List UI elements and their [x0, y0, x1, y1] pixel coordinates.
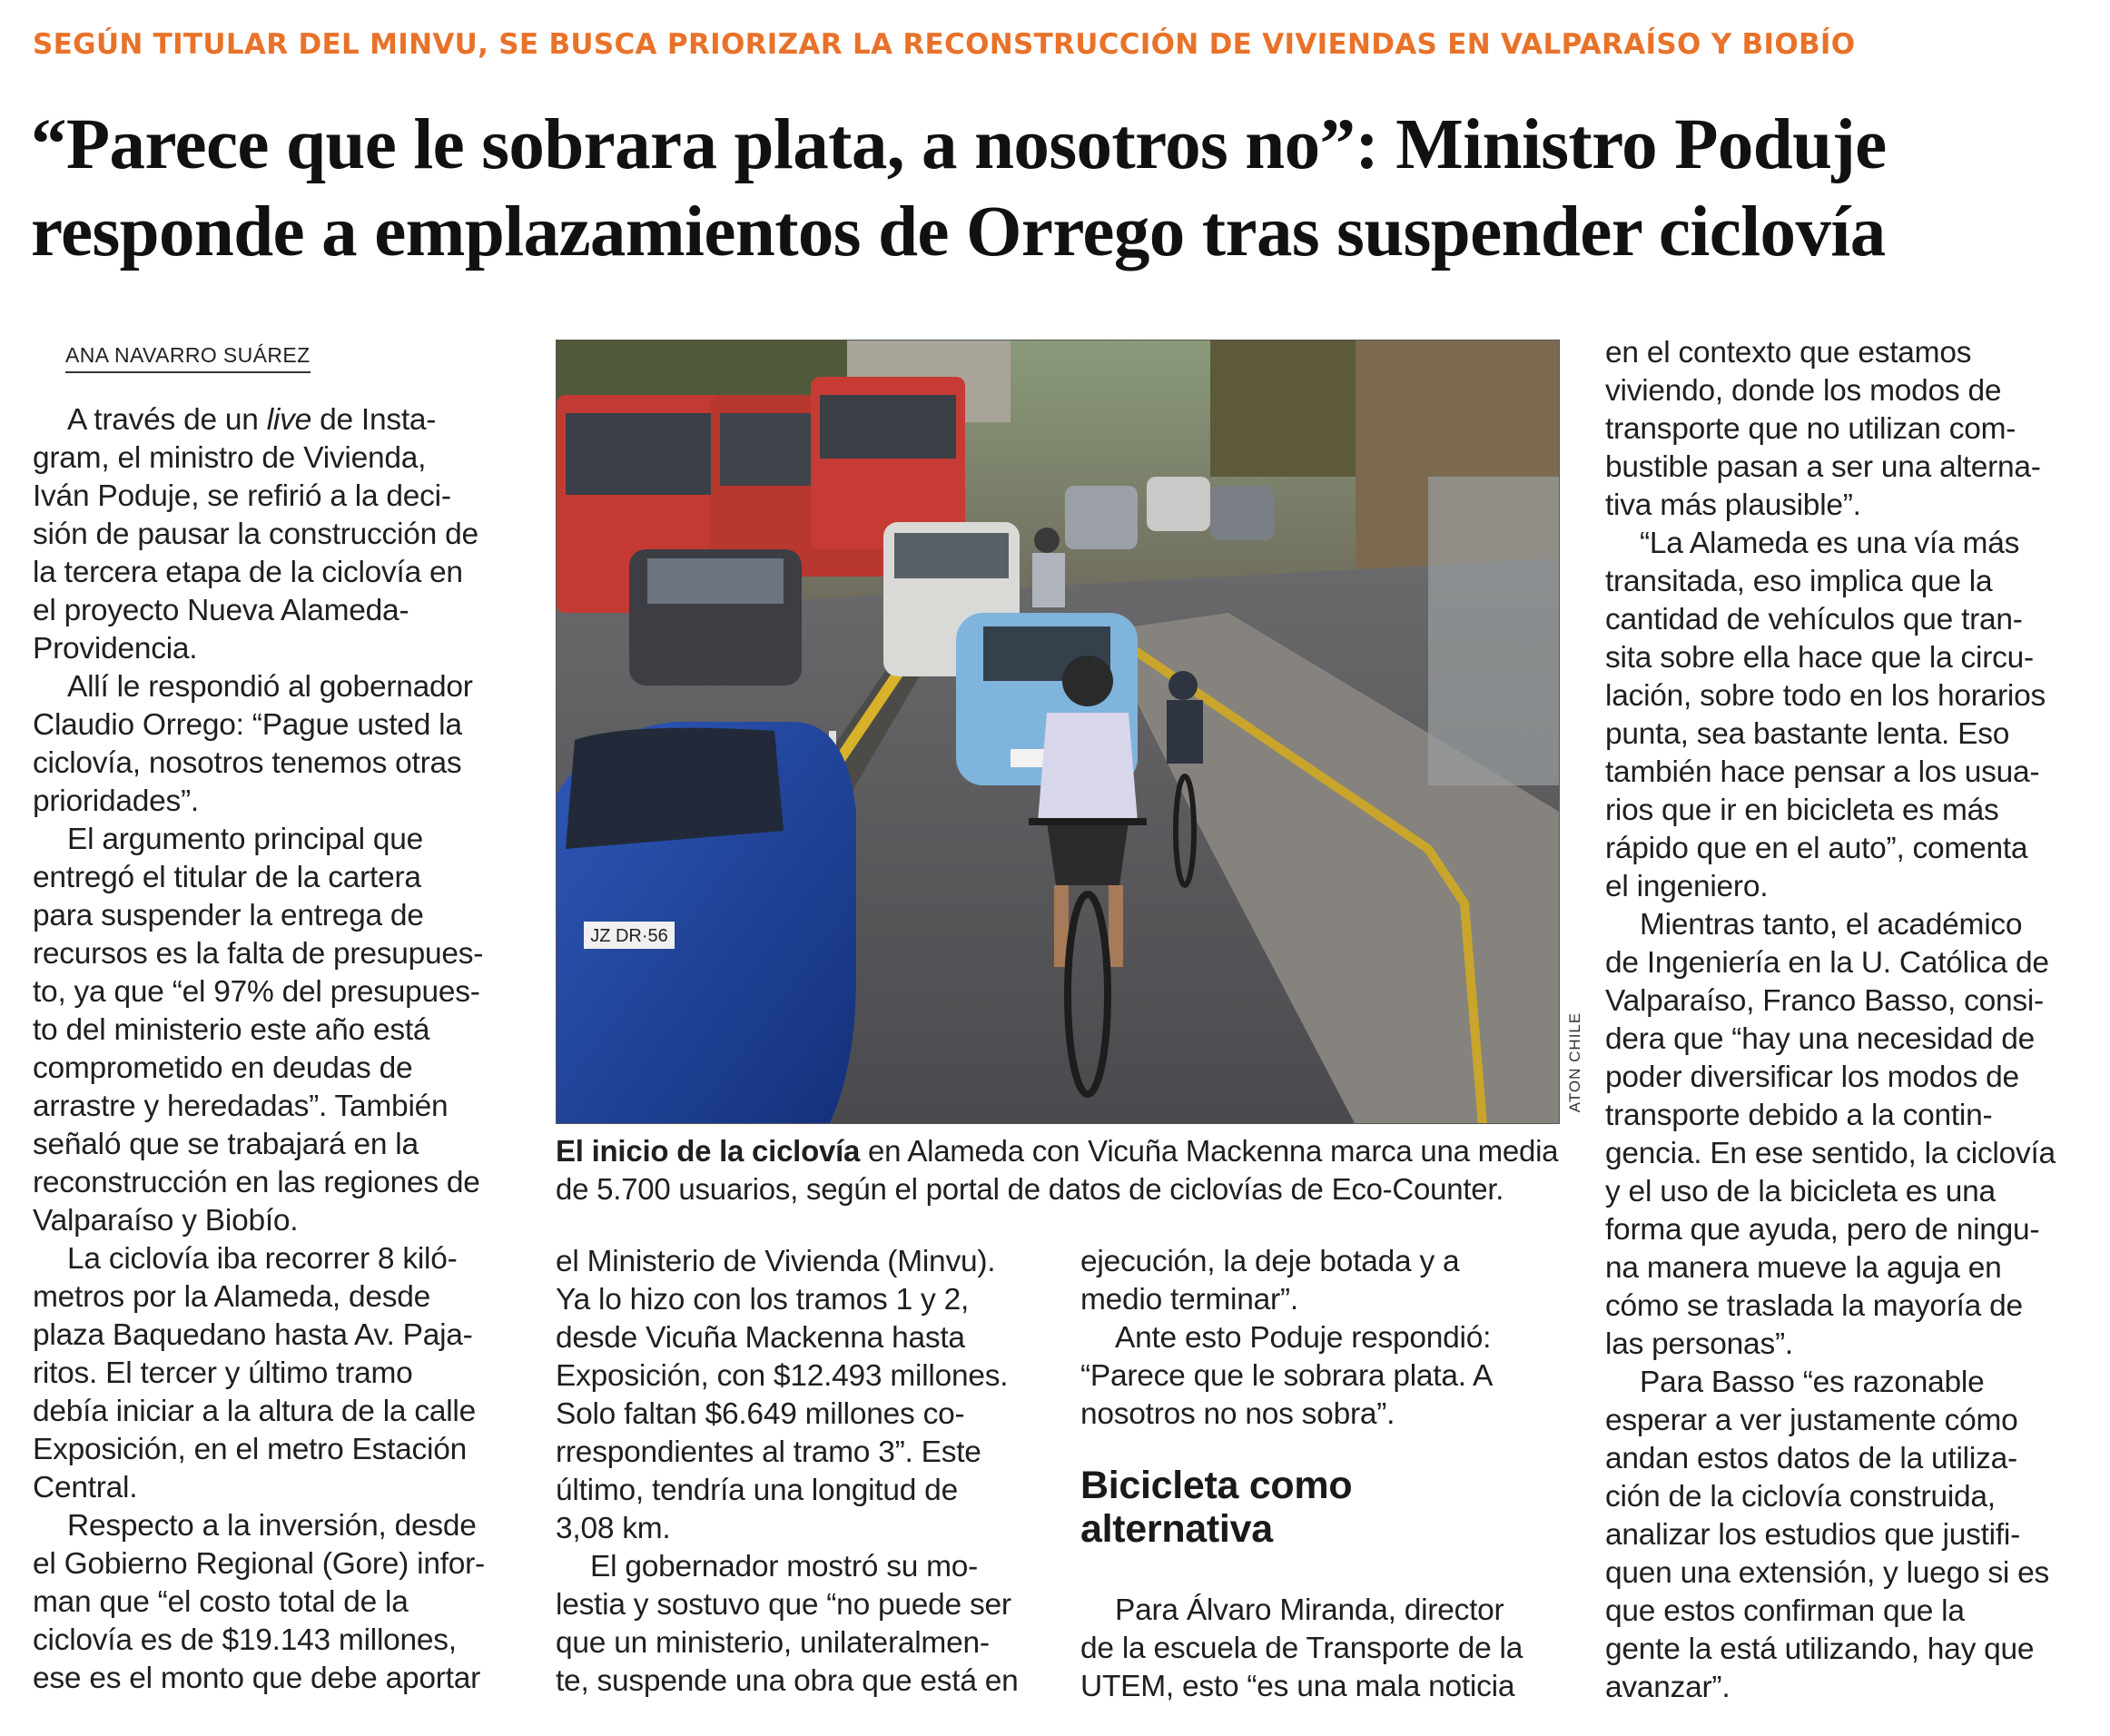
body-text-line: transporte que no utilizan com- — [1605, 412, 2016, 446]
body-text-line: que un ministerio, unilateralmen- — [556, 1626, 990, 1660]
body-text-line: na manera mueve la aguja en — [1605, 1251, 2002, 1285]
body-text-line: avanzar”. — [1605, 1671, 1730, 1704]
body-text-line: analizar los estudios que justifi- — [1605, 1518, 2021, 1552]
body-text-line: arrastre y heredadas”. También — [33, 1090, 449, 1123]
body-text-line: Exposición, con $12.493 millones. — [556, 1359, 1009, 1393]
body-text-line: plaza Baquedano hasta Av. Paja- — [33, 1318, 473, 1352]
article-column-2 — [556, 1243, 1019, 1701]
body-text-line: quen una extensión, y luego si es — [1605, 1556, 2050, 1590]
article-headline — [31, 102, 2083, 276]
caption-text: en Alameda con Vicuña Mackenna marca una media — [860, 1134, 1559, 1168]
caption-lead: El inicio de la ciclovía — [556, 1134, 861, 1168]
body-text-line: el proyecto Nueva Alameda- — [33, 594, 409, 627]
body-text-line: metros por la Alameda, desde — [33, 1280, 431, 1314]
body-text-line: esperar a ver justamente cómo — [1605, 1404, 2018, 1437]
article-column-4 — [1605, 334, 2056, 1707]
body-text-line: La ciclovía iba recorrer 8 kiló- — [67, 1242, 458, 1276]
body-text-line: Valparaíso, Franco Basso, consi- — [1605, 984, 2044, 1018]
body-text-line: reconstrucción en las regiones de — [33, 1166, 480, 1199]
body-text-line: andan estos datos de la utiliza- — [1605, 1442, 2017, 1475]
body-text-line: gente la está utilizando, hay que — [1605, 1632, 2035, 1666]
body-text-line: nosotros no nos sobra”. — [1080, 1397, 1395, 1431]
body-text-line: rrespondientes al tramo 3”. Este — [556, 1435, 981, 1469]
body-text-line: Mientras tanto, el académico — [1640, 908, 2023, 942]
body-text-line: Para Álvaro Miranda, director — [1115, 1593, 1504, 1627]
body-text-line: te, suspende una obra que está en — [556, 1664, 1019, 1698]
body-text-line: Valparaíso y Biobío. — [33, 1204, 299, 1238]
body-text-line: comprometido en deudas de — [33, 1051, 413, 1085]
body-text-line: último, tendría una longitud de — [556, 1474, 958, 1507]
body-text-line: Solo faltan $6.649 millones co- — [556, 1397, 965, 1431]
body-text-line: prioridades”. — [33, 784, 199, 818]
body-text-line: Ya lo hizo con los tramos 1 y 2, — [556, 1283, 970, 1317]
body-text-line: Central. — [33, 1471, 138, 1504]
body-text-line: Para Basso “es razonable — [1640, 1366, 1985, 1399]
body-text-line: ejecución, la deje botada y a — [1080, 1245, 1460, 1278]
body-text-line: entregó el titular de la cartera — [33, 861, 421, 894]
photo-caption — [556, 1132, 1573, 1208]
body-text-line: ción de la ciclovía construida, — [1605, 1480, 1996, 1514]
body-text-line: el Ministerio de Vivienda (Minvu). — [556, 1245, 996, 1278]
article-column-1 — [33, 401, 485, 1698]
body-text-line: ciclovía, nosotros tenemos otras — [33, 746, 462, 780]
body-text-line: ese es el monto que debe aportar — [33, 1662, 480, 1695]
body-text-line: man que “el costo total de la — [33, 1585, 409, 1619]
article-column-3 — [1080, 1243, 1493, 1434]
headline-line: responde a emplazamientos de Orrego tras suspender ciclovía — [31, 192, 1886, 271]
body-text-line: bustible pasan a ser una alterna- — [1605, 450, 2041, 484]
body-text-line: de Ingeniería en la U. Católica de — [1605, 946, 2049, 980]
body-text-line: poder diversificar los modos de — [1605, 1060, 2019, 1094]
body-text-line: viviendo, donde los modos de — [1605, 374, 2002, 408]
body-text-line: también hace pensar a los usua- — [1605, 755, 2040, 789]
body-text-line: “La Alameda es una vía más — [1640, 527, 2020, 560]
body-text-line: “Parece que le sobrara plata. A — [1080, 1359, 1494, 1393]
body-text-line: la tercera etapa de la ciclovía en — [33, 556, 463, 589]
body-text-line: punta, sea bastante lenta. Eso — [1605, 717, 2010, 751]
photo-credit: ATON CHILE — [1566, 1011, 1583, 1113]
body-text-line: gencia. En ese sentido, la ciclovía — [1605, 1137, 2056, 1170]
body-text-line: El gobernador mostró su mo- — [590, 1550, 979, 1583]
body-text-line: rios que ir en bicicleta es más — [1605, 794, 1999, 827]
body-text-line: forma que ayuda, pero de ningu- — [1605, 1213, 2040, 1247]
body-text-line: en el contexto que estamos — [1605, 336, 1972, 370]
body-text-line: medio terminar”. — [1080, 1283, 1298, 1317]
body-text-line: Allí le respondió al gobernador — [67, 670, 473, 704]
body-text-line: transporte debido a la contin- — [1605, 1099, 1993, 1132]
body-text-line: lación, sobre todo en los horarios — [1605, 679, 2046, 713]
body-text-line: para suspender la entrega de — [33, 899, 424, 932]
section-subhead: Bicicleta como alternativa — [1080, 1464, 1353, 1551]
body-text-line: señaló que se trabajará en la — [33, 1128, 419, 1161]
body-text-line: y el uso de la bicicleta es una — [1605, 1175, 1996, 1208]
body-text-line: Providencia. — [33, 632, 198, 666]
article-kicker: SEGÚN TITULAR DEL MINVU, SE BUSCA PRIORIZAR LA RECONSTRUCCIÓN DE VIVIENDAS EN VALPARAÍSO Y BIOBÍO — [33, 28, 1856, 61]
article-photo — [556, 340, 1560, 1124]
body-text-line: desde Vicuña Mackenna hasta — [556, 1321, 965, 1355]
body-text-line: debía iniciar a la altura de la calle — [33, 1395, 476, 1428]
body-text-line: transitada, eso implica que la — [1605, 565, 1993, 598]
body-text-line: A través de un live de Insta- — [67, 403, 437, 437]
license-plate: JZ DR·56 — [590, 926, 668, 946]
body-text-line: to, ya que “el 97% del presupues- — [33, 975, 480, 1009]
caption-text: de 5.700 usuarios, según el portal de datos de ciclovías de Eco-Counter. — [556, 1172, 1504, 1206]
body-text-line: dera que “hay una necesidad de — [1605, 1022, 2036, 1056]
body-text-line: UTEM, esto “es una mala noticia — [1080, 1670, 1515, 1703]
article-column-3-continued — [1080, 1592, 1523, 1706]
body-text-line: Claudio Orrego: “Pague usted la — [33, 708, 462, 742]
body-text-line: sión de pausar la construcción de — [33, 518, 478, 551]
body-text-line: cantidad de vehículos que tran- — [1605, 603, 2023, 636]
body-text-line: de la escuela de Transporte de la — [1080, 1632, 1523, 1665]
body-text-line: que estos confirman que la — [1605, 1594, 1965, 1628]
body-text-line: gram, el ministro de Vivienda, — [33, 441, 427, 475]
body-text-line: Ante esto Poduje respondió: — [1115, 1321, 1492, 1355]
body-text-line: el ingeniero. — [1605, 870, 1769, 903]
body-text-line: lestia y sostuvo que “no puede ser — [556, 1588, 1011, 1622]
body-text-line: 3,08 km. — [556, 1512, 671, 1545]
byline: ANA NAVARRO SUÁREZ — [65, 341, 311, 373]
body-text-line: recursos es la falta de presupues- — [33, 937, 484, 971]
body-text-line: Exposición, en el metro Estación — [33, 1433, 467, 1466]
body-text-line: Respecto a la inversión, desde — [67, 1509, 477, 1543]
body-text-line: El argumento principal que — [67, 823, 424, 856]
body-text-line: rápido que en el auto”, comenta — [1605, 832, 2028, 865]
headline-line: “Parece que le sobrara plata, a nosotros no”: Ministro Poduje — [31, 105, 1887, 184]
body-text-line: las personas”. — [1605, 1327, 1793, 1361]
body-text-line: el Gobierno Regional (Gore) infor- — [33, 1547, 485, 1581]
body-text-line: ciclovía es de $19.143 millones, — [33, 1623, 457, 1657]
body-text-line: Iván Poduje, se refirió a la deci- — [33, 479, 451, 513]
body-text-line: ritos. El tercer y último tramo — [33, 1356, 413, 1390]
body-text-line: tiva más plausible”. — [1605, 488, 1861, 522]
body-text-line: to del ministerio este año está — [33, 1013, 430, 1047]
body-text-line: cómo se traslada la mayoría de — [1605, 1289, 2023, 1323]
body-text-line: sita sobre ella hace que la circu- — [1605, 641, 2034, 675]
